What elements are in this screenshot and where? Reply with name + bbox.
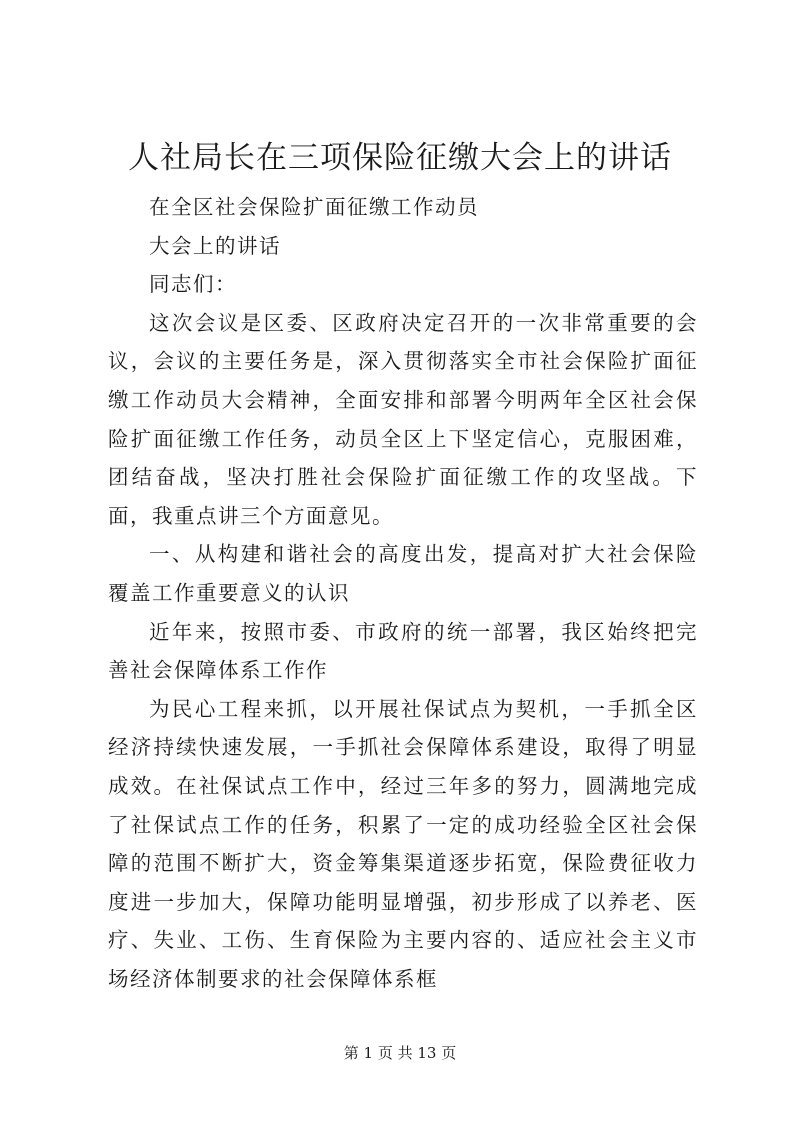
paragraph-subtitle-line-2: 大会上的讲话 (149, 233, 281, 258)
document-body (108, 188, 698, 998)
paragraph-salutation: 同志们： (149, 272, 237, 297)
paragraph-introduction: 这次会议是区委、区政府决定召开的一次非常重要的会议，会议的主要任务是，深入贯彻落实全市社会保险扩面征缴工作动员大会精神，全面安排和部署今明两年全区社会保险扩面征缴工作任务，动员全区上下坚定信心，克服困难，团结奋战，坚决打胜社会保险扩面征缴工作的攻坚战。下面，我重点讲三个方面意见。 (108, 310, 698, 528)
document-title: 人社局长在三项保险征缴大会上的讲话 (128, 140, 672, 176)
paragraph-subtitle-line-1: 在全区社会保险扩面征缴工作动员 (149, 195, 479, 219)
paragraph-body-1: 近年来，按照市委、市政府的统一部署，我区始终把完善社会保障体系工作作 (108, 619, 698, 683)
paragraph-section-heading-1: 一、从构建和谐社会的高度出发，提高对扩大社会保险覆盖工作重要意义的认识 (108, 542, 698, 605)
paragraph-body-2: 为民心工程来抓，以开展社保试点为契机，一手抓全区经济持续快速发展，一手抓社会保障体系建设，取得了明显成效。在社保试点工作中，经过三年多的努力，圆满地完成了社保试点工作的任务，积累了一定的成功经验全区社会保障的范围不断扩大，资金筹集渠道逐步拓宽，保险费征收力度进一步加大，保障功能明显增强，初步形成了以养老、医疗、失业、工伤、生育保险为主要内容的、适应社会主义市场经济体制要求的社会保障体系框 (108, 696, 698, 991)
page-number-footer: 第 1 页 共 13 页 (343, 1044, 457, 1062)
